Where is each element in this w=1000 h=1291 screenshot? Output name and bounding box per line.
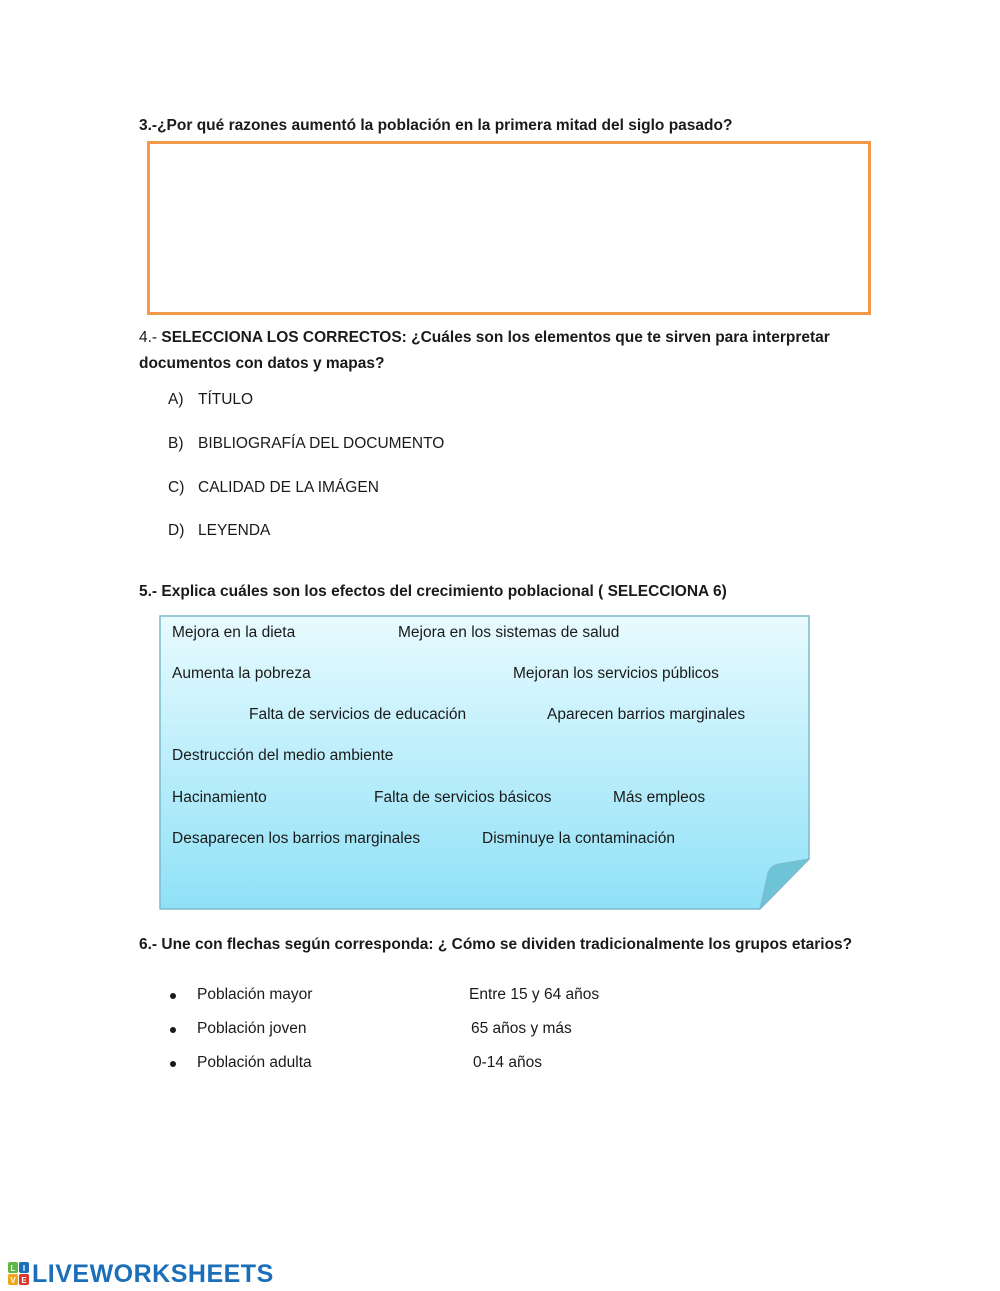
effect-word[interactable]: Hacinamiento bbox=[172, 789, 267, 806]
option-label: TÍTULO bbox=[198, 391, 254, 408]
option-letter: A) bbox=[168, 391, 184, 408]
match-left-item[interactable] bbox=[197, 1054, 312, 1072]
option-letter: C) bbox=[168, 479, 185, 496]
effect-word[interactable]: Mejoran los servicios públicos bbox=[513, 665, 719, 682]
answer-box-q3[interactable] bbox=[147, 141, 871, 315]
option-letter: D) bbox=[168, 522, 185, 539]
question-6: 6.- Une con flechas según corresponda: ¿ Cómo se dividen tradicionalmente los grupos etarios? bbox=[139, 936, 853, 953]
bullet-icon bbox=[170, 993, 176, 999]
match-right-item[interactable]: 0-14 años bbox=[473, 1054, 542, 1071]
logo-badge-icon bbox=[8, 1262, 30, 1286]
effect-word[interactable]: Falta de servicios básicos bbox=[374, 789, 552, 806]
logo-badge-letter-3: V bbox=[10, 1276, 16, 1285]
option-label: BIBLIOGRAFÍA DEL DOCUMENTO bbox=[198, 435, 445, 452]
option-letter: B) bbox=[168, 435, 184, 452]
option-label: CALIDAD DE LA IMÁGEN bbox=[198, 479, 379, 496]
logo-badge-letter-4: E bbox=[21, 1276, 27, 1285]
effect-word[interactable]: Mejora en la dieta bbox=[172, 624, 296, 641]
effect-word[interactable]: Falta de servicios de educación bbox=[249, 706, 467, 723]
question-4-prefix: 4.- bbox=[139, 329, 162, 346]
question-3: 3.-¿Por qué razones aumentó la población en la primera mitad del siglo pasado? bbox=[139, 117, 733, 134]
logo-text: LIVEWORKSHEETS bbox=[32, 1259, 274, 1288]
match-left-item[interactable] bbox=[197, 1020, 306, 1038]
effect-word[interactable]: Aumenta la pobreza bbox=[172, 665, 311, 682]
option-b[interactable] bbox=[168, 435, 444, 453]
match-right-item[interactable]: 65 años y más bbox=[471, 1020, 572, 1037]
effect-word[interactable]: Mejora en los sistemas de salud bbox=[398, 624, 620, 641]
question-4-line2: documentos con datos y mapas? bbox=[139, 355, 385, 372]
match-right-item[interactable]: Entre 15 y 64 años bbox=[469, 986, 600, 1003]
question-5: 5.- Explica cuáles son los efectos del crecimiento poblacional ( SELECCIONA 6) bbox=[139, 583, 727, 600]
liveworksheets-logo bbox=[8, 1259, 274, 1289]
effect-word[interactable]: Más empleos bbox=[613, 789, 706, 806]
option-d[interactable] bbox=[168, 522, 270, 540]
bullet-icon bbox=[170, 1027, 176, 1033]
effect-word[interactable]: Disminuye la contaminación bbox=[482, 830, 675, 847]
question-4 bbox=[139, 325, 859, 377]
effect-word[interactable]: Destrucción del medio ambiente bbox=[172, 747, 394, 764]
effect-word[interactable]: Desaparecen los barrios marginales bbox=[172, 830, 421, 847]
match-left-label: Población joven bbox=[197, 1020, 307, 1037]
option-c[interactable] bbox=[168, 479, 379, 497]
match-left-item[interactable] bbox=[197, 986, 312, 1004]
effect-word[interactable]: Aparecen barrios marginales bbox=[547, 706, 746, 723]
logo-badge-letter-1: L bbox=[10, 1264, 16, 1273]
option-a[interactable] bbox=[168, 391, 253, 409]
question-4-text: SELECCIONA LOS CORRECTOS: ¿Cuáles son los elementos que te sirven para interpretar bbox=[161, 329, 830, 346]
logo-badge-letter-2: I bbox=[22, 1264, 26, 1273]
match-left-label: Población adulta bbox=[197, 1054, 312, 1071]
bullet-icon bbox=[170, 1061, 176, 1067]
option-label: LEYENDA bbox=[198, 522, 271, 539]
match-left-label: Población mayor bbox=[197, 986, 313, 1003]
